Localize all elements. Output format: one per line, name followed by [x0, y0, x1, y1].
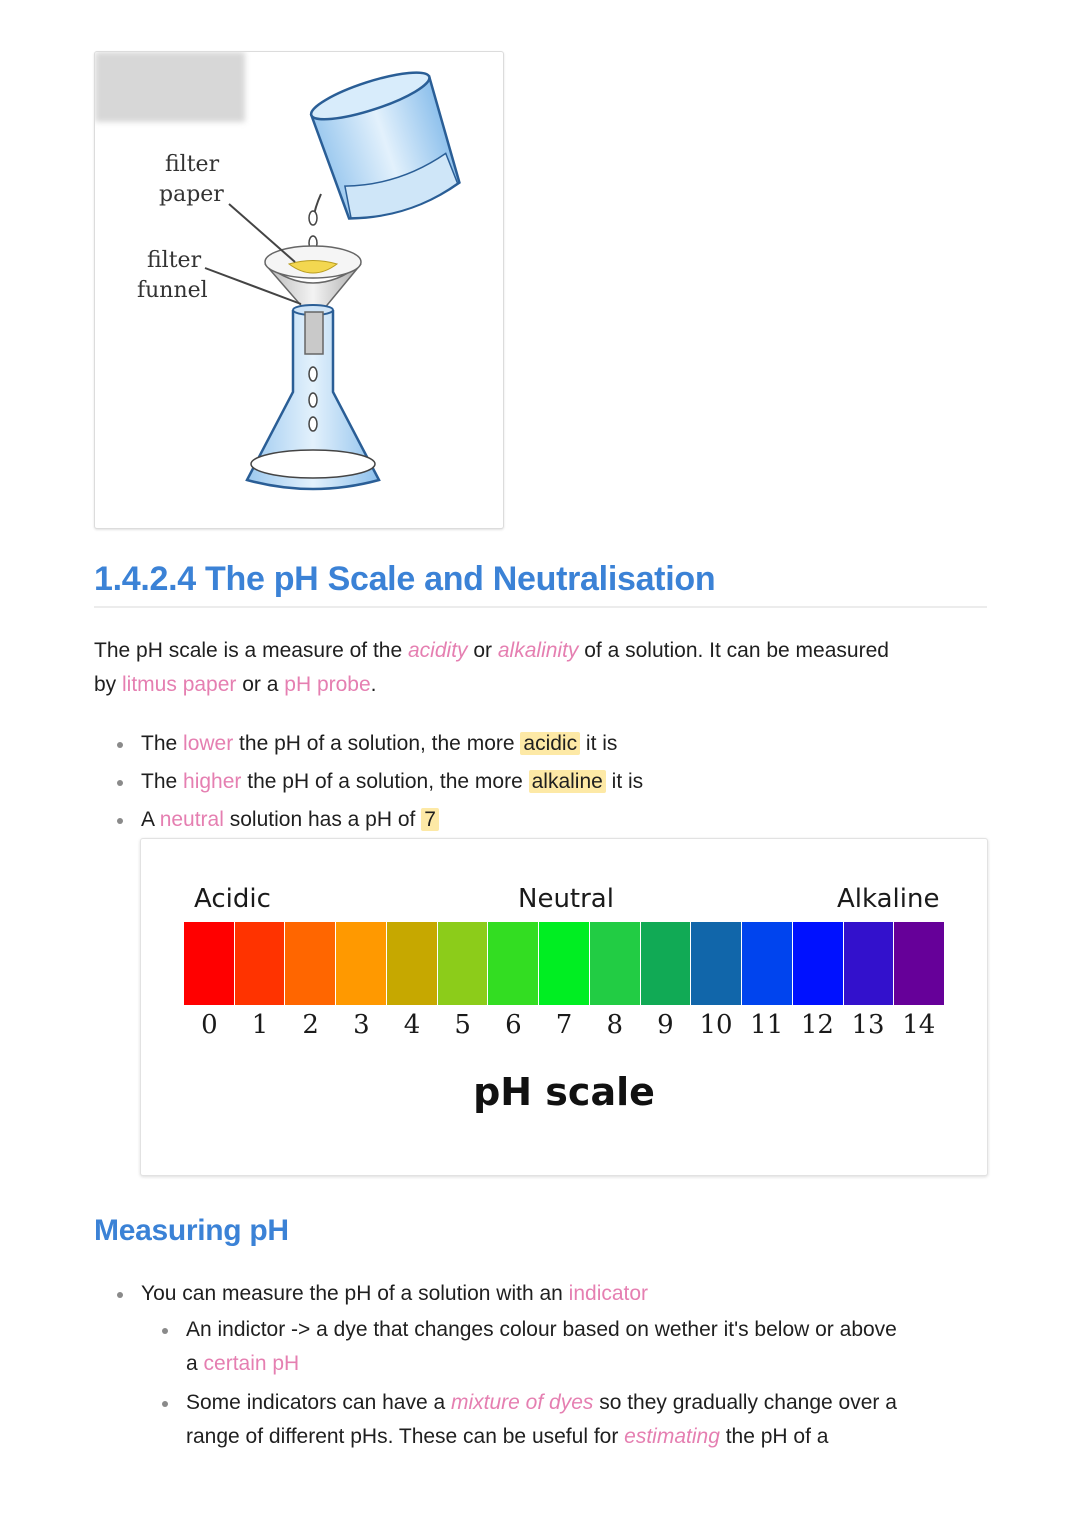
- ph-number-12: 12: [800, 1010, 834, 1040]
- ph-number-0: 0: [201, 1010, 218, 1040]
- term-certain-ph: certain pH: [203, 1352, 300, 1375]
- section-heading: 1.4.2.4 The pH Scale and Neutralisation: [94, 560, 716, 598]
- ph-scale-title: pH scale: [473, 1070, 655, 1114]
- ph-number-4: 4: [403, 1010, 421, 1040]
- filter-paper-label-1: filter: [165, 152, 220, 177]
- term-ph-probe: pH probe: [284, 673, 371, 696]
- filter-paper-label-2: paper: [159, 182, 224, 207]
- highlight-alkaline: alkaline: [529, 770, 606, 793]
- filter-funnel-label-1: filter: [147, 248, 202, 273]
- ph-number-5: 5: [454, 1010, 471, 1040]
- ph-segment-4: [387, 922, 438, 1005]
- term-acidity: acidity: [408, 639, 468, 662]
- ph-segment-2: [285, 922, 336, 1005]
- highlight-seven: 7: [421, 808, 439, 831]
- beaker: [307, 63, 466, 228]
- ph-number-9: 9: [657, 1010, 674, 1040]
- term-alkalinity: alkalinity: [497, 639, 579, 662]
- term-estimating: estimating: [624, 1425, 720, 1448]
- intro-text: .: [370, 673, 377, 696]
- ph-segment-12: [793, 922, 844, 1005]
- acidic-label: Acidic: [194, 884, 271, 914]
- intro-text: of a solution. It can be measured: [578, 639, 889, 662]
- term-mixture-of-dyes: mixture of dyes: [450, 1391, 594, 1414]
- ph-segment-7: [539, 922, 590, 1005]
- intro-text: or: [467, 639, 498, 662]
- measuring-sublist: [140, 1313, 990, 1454]
- term-higher: higher: [183, 770, 242, 793]
- term-indicator: indicator: [568, 1282, 649, 1305]
- ph-number-10: 10: [699, 1010, 733, 1040]
- measuring-ph-heading: Measuring pH: [94, 1214, 289, 1247]
- ph-numbers: [184, 1010, 944, 1040]
- ph-number-6: 6: [505, 1010, 522, 1040]
- ph-number-2: 2: [302, 1010, 319, 1040]
- list-item: Some indicators can have a mixture of dyes so they gradually change over a range of different pHs. These can be useful for estimating the pH of a: [140, 1386, 990, 1454]
- term-neutral: neutral: [159, 808, 224, 831]
- list-item: The lower the pH of a solution, the more acidic it is: [94, 727, 994, 761]
- ph-number-8: 8: [606, 1010, 623, 1040]
- filtration-figure: [94, 51, 504, 529]
- list-item: The higher the pH of a solution, the more alkaline it is: [94, 765, 994, 799]
- measuring-list: [94, 1277, 994, 1311]
- term-lower: lower: [183, 732, 234, 755]
- ph-segment-13: [844, 922, 895, 1005]
- ph-segment-1: [235, 922, 286, 1005]
- neutral-label: Neutral: [518, 884, 614, 914]
- filter-funnel-label-2: funnel: [137, 278, 208, 303]
- ph-facts-list: [94, 727, 994, 837]
- intro-text: by: [94, 673, 123, 696]
- ph-segment-9: [641, 922, 692, 1005]
- ph-number-14: 14: [902, 1010, 936, 1040]
- ph-number-13: 13: [851, 1010, 885, 1040]
- term-litmus-paper: litmus paper: [122, 673, 237, 696]
- ph-number-1: 1: [251, 1010, 269, 1040]
- ph-segment-14: [894, 922, 944, 1005]
- ph-number-3: 3: [353, 1010, 370, 1040]
- intro-paragraph: [94, 634, 994, 702]
- ph-segment-0: [184, 922, 235, 1005]
- list-item: You can measure the pH of a solution with an indicator: [94, 1277, 994, 1311]
- ph-number-11: 11: [750, 1010, 784, 1040]
- ph-segment-3: [336, 922, 387, 1005]
- ph-number-7: 7: [555, 1010, 573, 1040]
- ph-color-bar: [184, 922, 944, 1005]
- intro-text: The pH scale is a measure of the: [94, 639, 408, 662]
- highlight-acidic: acidic: [520, 732, 580, 755]
- ph-segment-10: [691, 922, 742, 1005]
- list-item: An indictor -> a dye that changes colour based on wether it's below or above a certain pH: [140, 1313, 990, 1381]
- list-item: A neutral solution has a pH of 7: [94, 803, 994, 837]
- ph-segment-11: [742, 922, 793, 1005]
- ph-segment-5: [438, 922, 489, 1005]
- ph-segment-6: [488, 922, 539, 1005]
- alkaline-label: Alkaline: [837, 884, 940, 914]
- heading-divider: [94, 606, 987, 608]
- ph-segment-8: [590, 922, 641, 1005]
- intro-text: or a: [236, 673, 285, 696]
